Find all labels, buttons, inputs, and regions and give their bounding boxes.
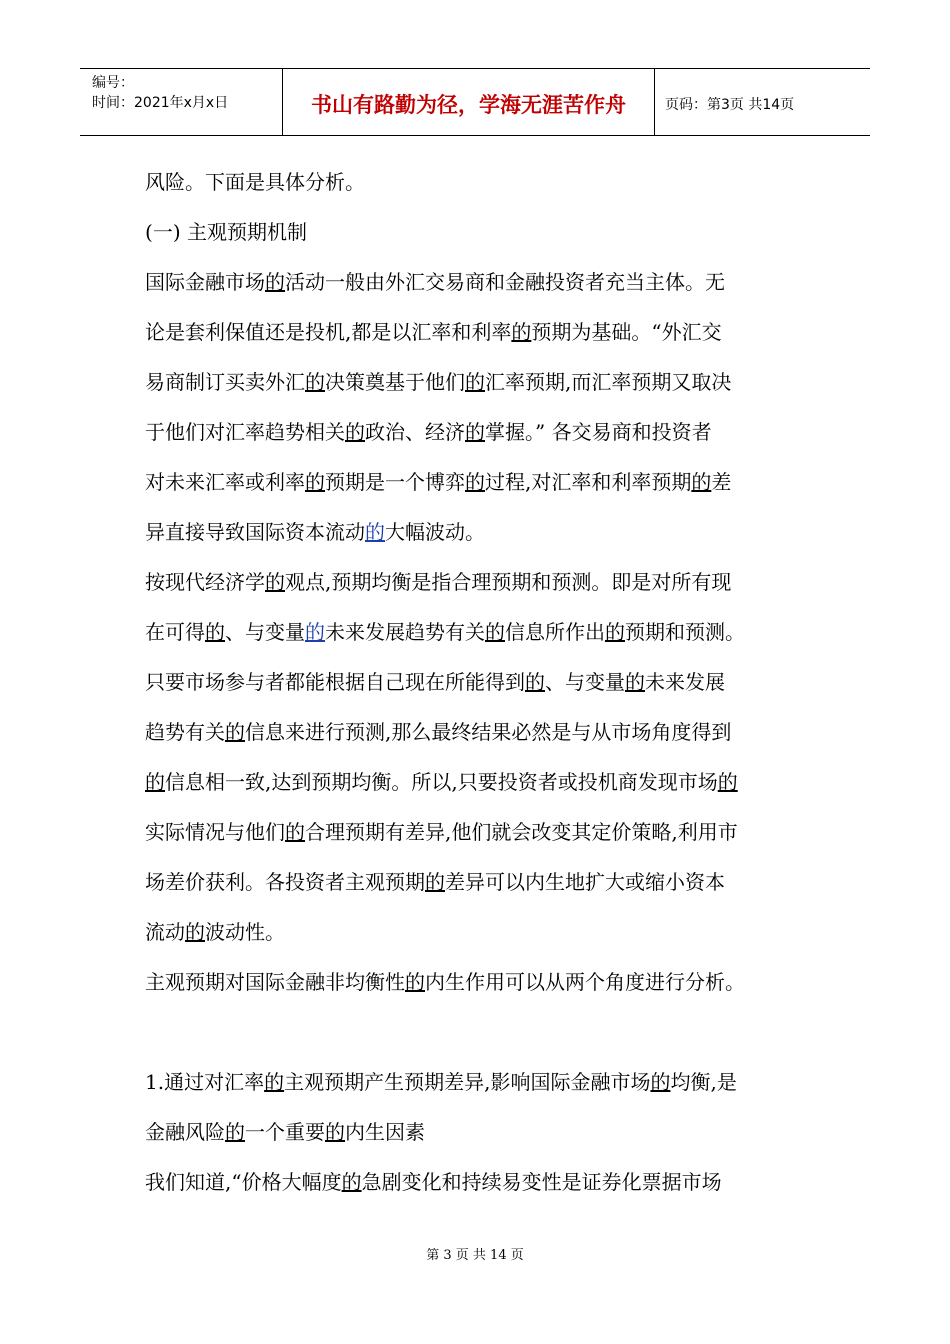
body-line: 论是套利保值还是投机,都是以汇率和利率的预期为基础。“外汇交: [145, 320, 722, 344]
header-time: 时间：2021年x月x日: [92, 95, 229, 111]
body-line: 只要市场参与者都能根据自己现在所能得到的、与变量的未来发展: [145, 670, 725, 694]
body-line: 易商制订买卖外汇的决策奠基于他们的汇率预期,而汇率预期又取决: [145, 370, 732, 394]
body-line: 流动的波动性。: [145, 920, 285, 944]
body-line: 风险。下面是具体分析。: [145, 170, 365, 194]
body-line: 国际金融市场的活动一般由外汇交易商和金融投资者充当主体。无: [145, 270, 725, 294]
body-line: 金融风险的一个重要的内生因素: [145, 1120, 425, 1144]
body-line: 按现代经济学的观点,预期均衡是指合理预期和预测。即是对所有现: [145, 570, 732, 594]
header-motto: 书山有路勤为径，学海无涯苦作舟: [311, 93, 626, 117]
header-page-cell: [655, 69, 870, 135]
header-table: [80, 68, 870, 136]
body-line: [145, 1007, 805, 1057]
body-line: (一) 主观预期机制: [145, 220, 307, 244]
body-line: 我们知道,“价格大幅度的急剧变化和持续易变性是证券化票据市场: [145, 1170, 722, 1194]
body-line: 趋势有关的信息来进行预测,那么最终结果必然是与从市场角度得到: [145, 720, 732, 744]
body-line: 在可得的、与变量的未来发展趋势有关的信息所作出的预期和预测。: [145, 620, 745, 644]
page-footer: 第 3 页 共 14 页: [426, 1248, 524, 1263]
body-line: 的信息相一致,达到预期均衡。所以,只要投资者或投机商发现市场的: [145, 770, 738, 794]
body-line: 异直接导致国际资本流动的大幅波动。: [145, 520, 485, 544]
body-line: 实际情况与他们的合理预期有差异,他们就会改变其定价策略,利用市: [145, 820, 738, 844]
document-body: [145, 157, 805, 1207]
header-page-info: 页码：第3页 共14页: [665, 97, 795, 113]
header-number: 编号：: [92, 75, 134, 91]
body-line: 主观预期对国际金融非均衡性的内生作用可以从两个角度进行分析。: [145, 970, 745, 994]
body-line: 于他们对汇率趋势相关的政治、经济的掌握。” 各交易商和投资者: [145, 420, 712, 444]
body-line: 场差价获利。各投资者主观预期的差异可以内生地扩大或缩小资本: [145, 870, 725, 894]
body-line: 对未来汇率或利率的预期是一个博弈的过程,对汇率和利率预期的差: [145, 470, 732, 494]
body-line: 1.通过对汇率的主观预期产生预期差异,影响国际金融市场的均衡,是: [145, 1070, 737, 1094]
header-meta-cell: [80, 69, 283, 135]
header-motto-cell: [283, 69, 655, 135]
